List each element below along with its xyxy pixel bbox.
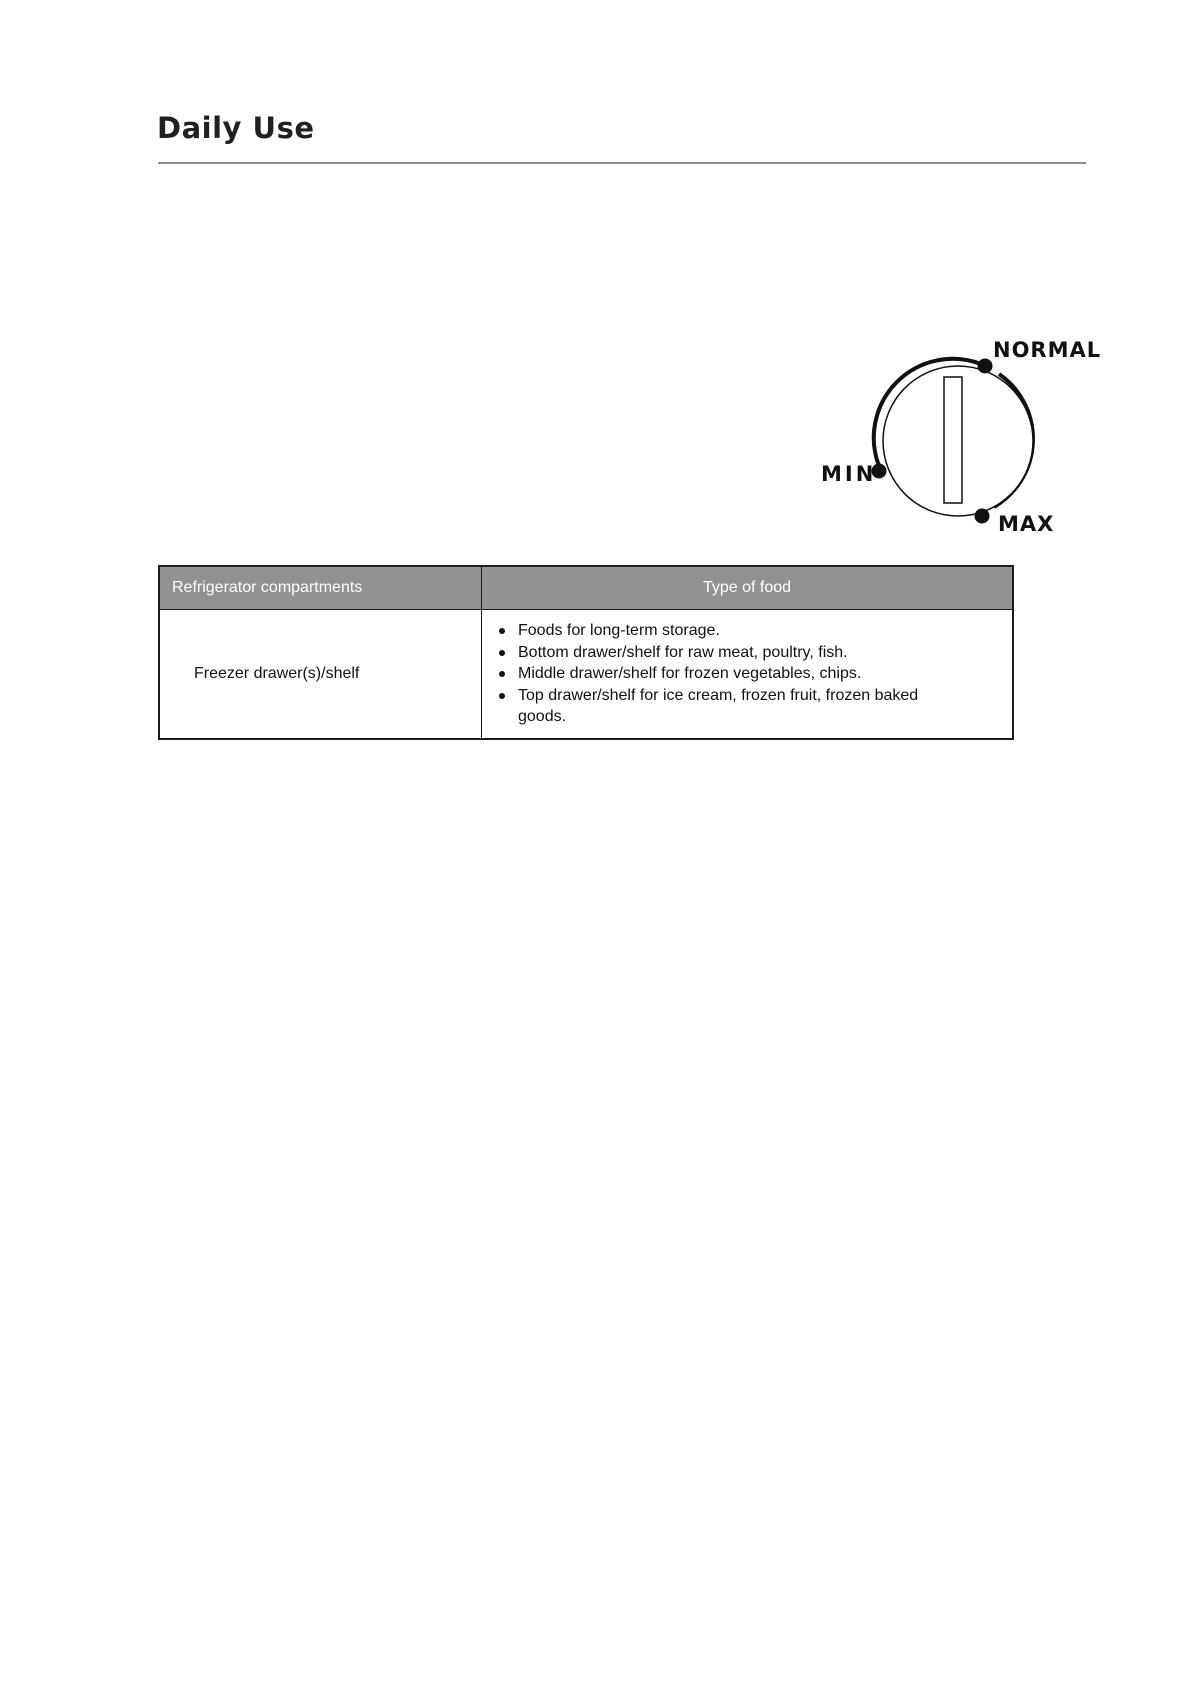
table-header-row [159, 566, 1013, 610]
header-compartment: Refrigerator compartments [159, 566, 482, 610]
dial-label-normal: NORMAL [993, 338, 1102, 362]
temperature-dial-diagram [0, 0, 1192, 560]
compartment-cell: Freezer drawer(s)/shelf [159, 610, 482, 740]
compartment-food-table [158, 565, 1014, 740]
dial-dot-max [975, 509, 990, 524]
list-item: Foods for long-term storage. [496, 620, 1012, 642]
page-title: Daily Use [157, 111, 315, 145]
list-item: Middle drawer/shelf for frozen vegetables, chips. [496, 663, 1012, 685]
table-row [159, 610, 1013, 740]
header-type-of-food: Type of food [482, 566, 1014, 610]
dial-dot-normal [978, 359, 993, 374]
list-item: Bottom drawer/shelf for raw meat, poultry, fish. [496, 642, 1012, 664]
dial-label-min: MIN [821, 462, 877, 486]
dial-label-max: MAX [998, 512, 1055, 536]
dial-grip-bar [944, 377, 962, 503]
list-item: Top drawer/shelf for ice cream, frozen fruit, frozen baked goods. [496, 685, 1012, 728]
food-cell [482, 610, 1014, 740]
food-list [482, 616, 1012, 732]
